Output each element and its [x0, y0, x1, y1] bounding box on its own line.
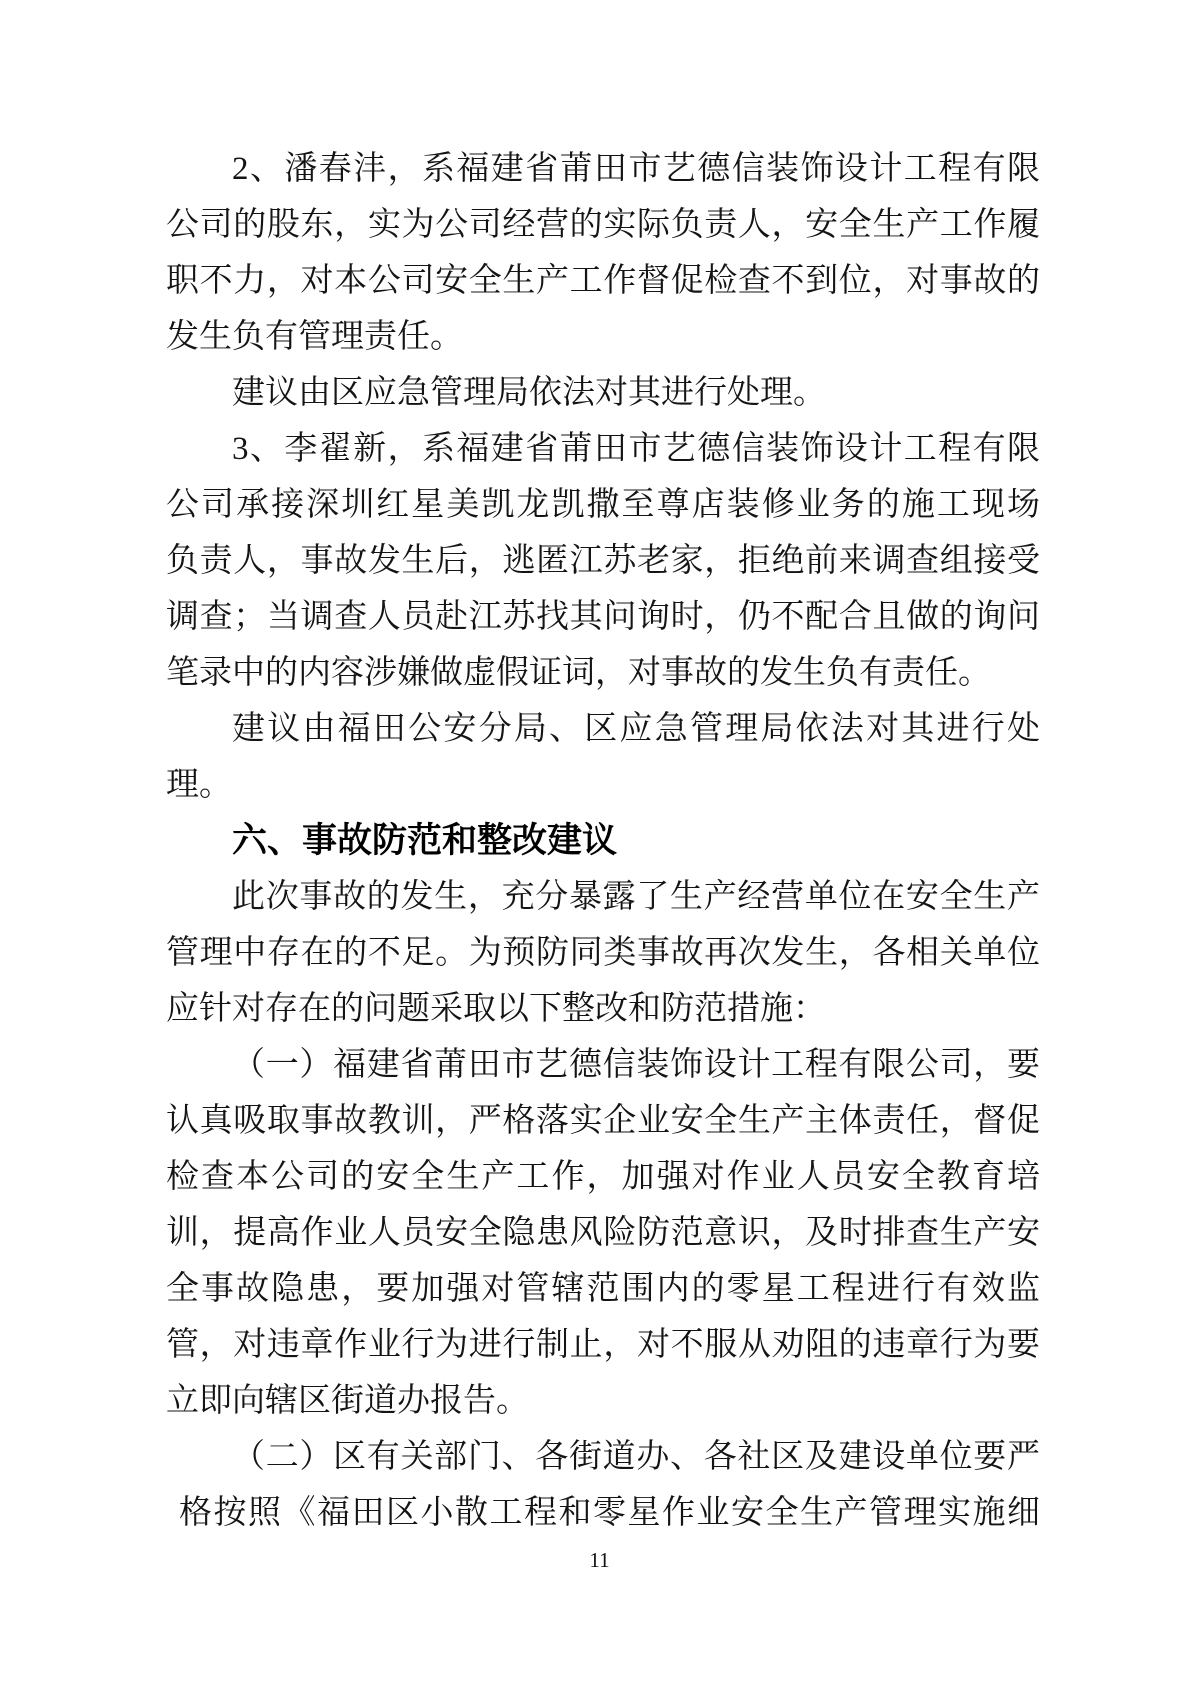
text-line: 公司的股东，实为公司经营的实际负责人，安全生产工作履 — [166, 207, 1040, 243]
text-line: 全事故隐患，要加强对管辖范围内的零星工程进行有效监 — [166, 1271, 1040, 1307]
text-line: 公司承接深圳红星美凯龙凯撒至尊店装修业务的施工现场 — [166, 487, 1040, 523]
section-heading: 六、事故防范和整改建议 — [232, 821, 618, 860]
text-line: 建议由区应急管理局依法对其进行处理。 — [232, 375, 826, 411]
text-line: 职不力，对本公司安全生产工作督促检查不到位，对事故的 — [166, 263, 1040, 299]
text-line: 应针对存在的问题采取以下整改和防范措施： — [166, 991, 826, 1027]
text-line: 检查本公司的安全生产工作，加强对作业人员安全教育培 — [166, 1159, 1040, 1195]
text-line: 3、李翟新，系福建省莆田市艺德信装饰设计工程有限 — [232, 431, 1040, 467]
page-number: 11 — [589, 1548, 610, 1572]
text-line: 2、潘春沣，系福建省莆田市艺德信装饰设计工程有限 — [232, 151, 1040, 187]
text-line: 建议由福田公安分局、区应急管理局依法对其进行处 — [232, 711, 1040, 747]
text-line: 格按照《福田区小散工程和零星作业安全生产管理实施细 — [179, 1495, 1040, 1531]
text-line: 笔录中的内容涉嫌做虚假证词，对事故的发生负有责任。 — [166, 655, 991, 691]
text-line: 认真吸取事故教训，严格落实企业安全生产主体责任，督促 — [166, 1103, 1040, 1139]
text-line: 管，对违章作业行为进行制止，对不服从劝阻的违章行为要 — [166, 1327, 1040, 1363]
text-line: 理。 — [166, 767, 232, 803]
text-line: 负责人，事故发生后，逃匿江苏老家，拒绝前来调查组接受 — [166, 543, 1040, 579]
text-line: （一）福建省莆田市艺德信装饰设计工程有限公司，要 — [232, 1047, 1040, 1083]
text-line: 训，提高作业人员安全隐患风险防范意识，及时排查生产安 — [166, 1215, 1040, 1251]
text-line: （二）区有关部门、各街道办、各社区及建设单位要严 — [232, 1439, 1040, 1475]
text-line: 调查；当调查人员赴江苏找其问询时，仍不配合且做的询问 — [166, 599, 1040, 635]
document-body — [166, 141, 1040, 1541]
text-line: 此次事故的发生，充分暴露了生产经营单位在安全生产 — [232, 879, 1040, 915]
text-line: 立即向辖区街道办报告。 — [166, 1383, 529, 1419]
text-line: 发生负有管理责任。 — [166, 319, 463, 355]
text-line: 管理中存在的不足。为预防同类事故再次发生，各相关单位 — [166, 935, 1040, 971]
